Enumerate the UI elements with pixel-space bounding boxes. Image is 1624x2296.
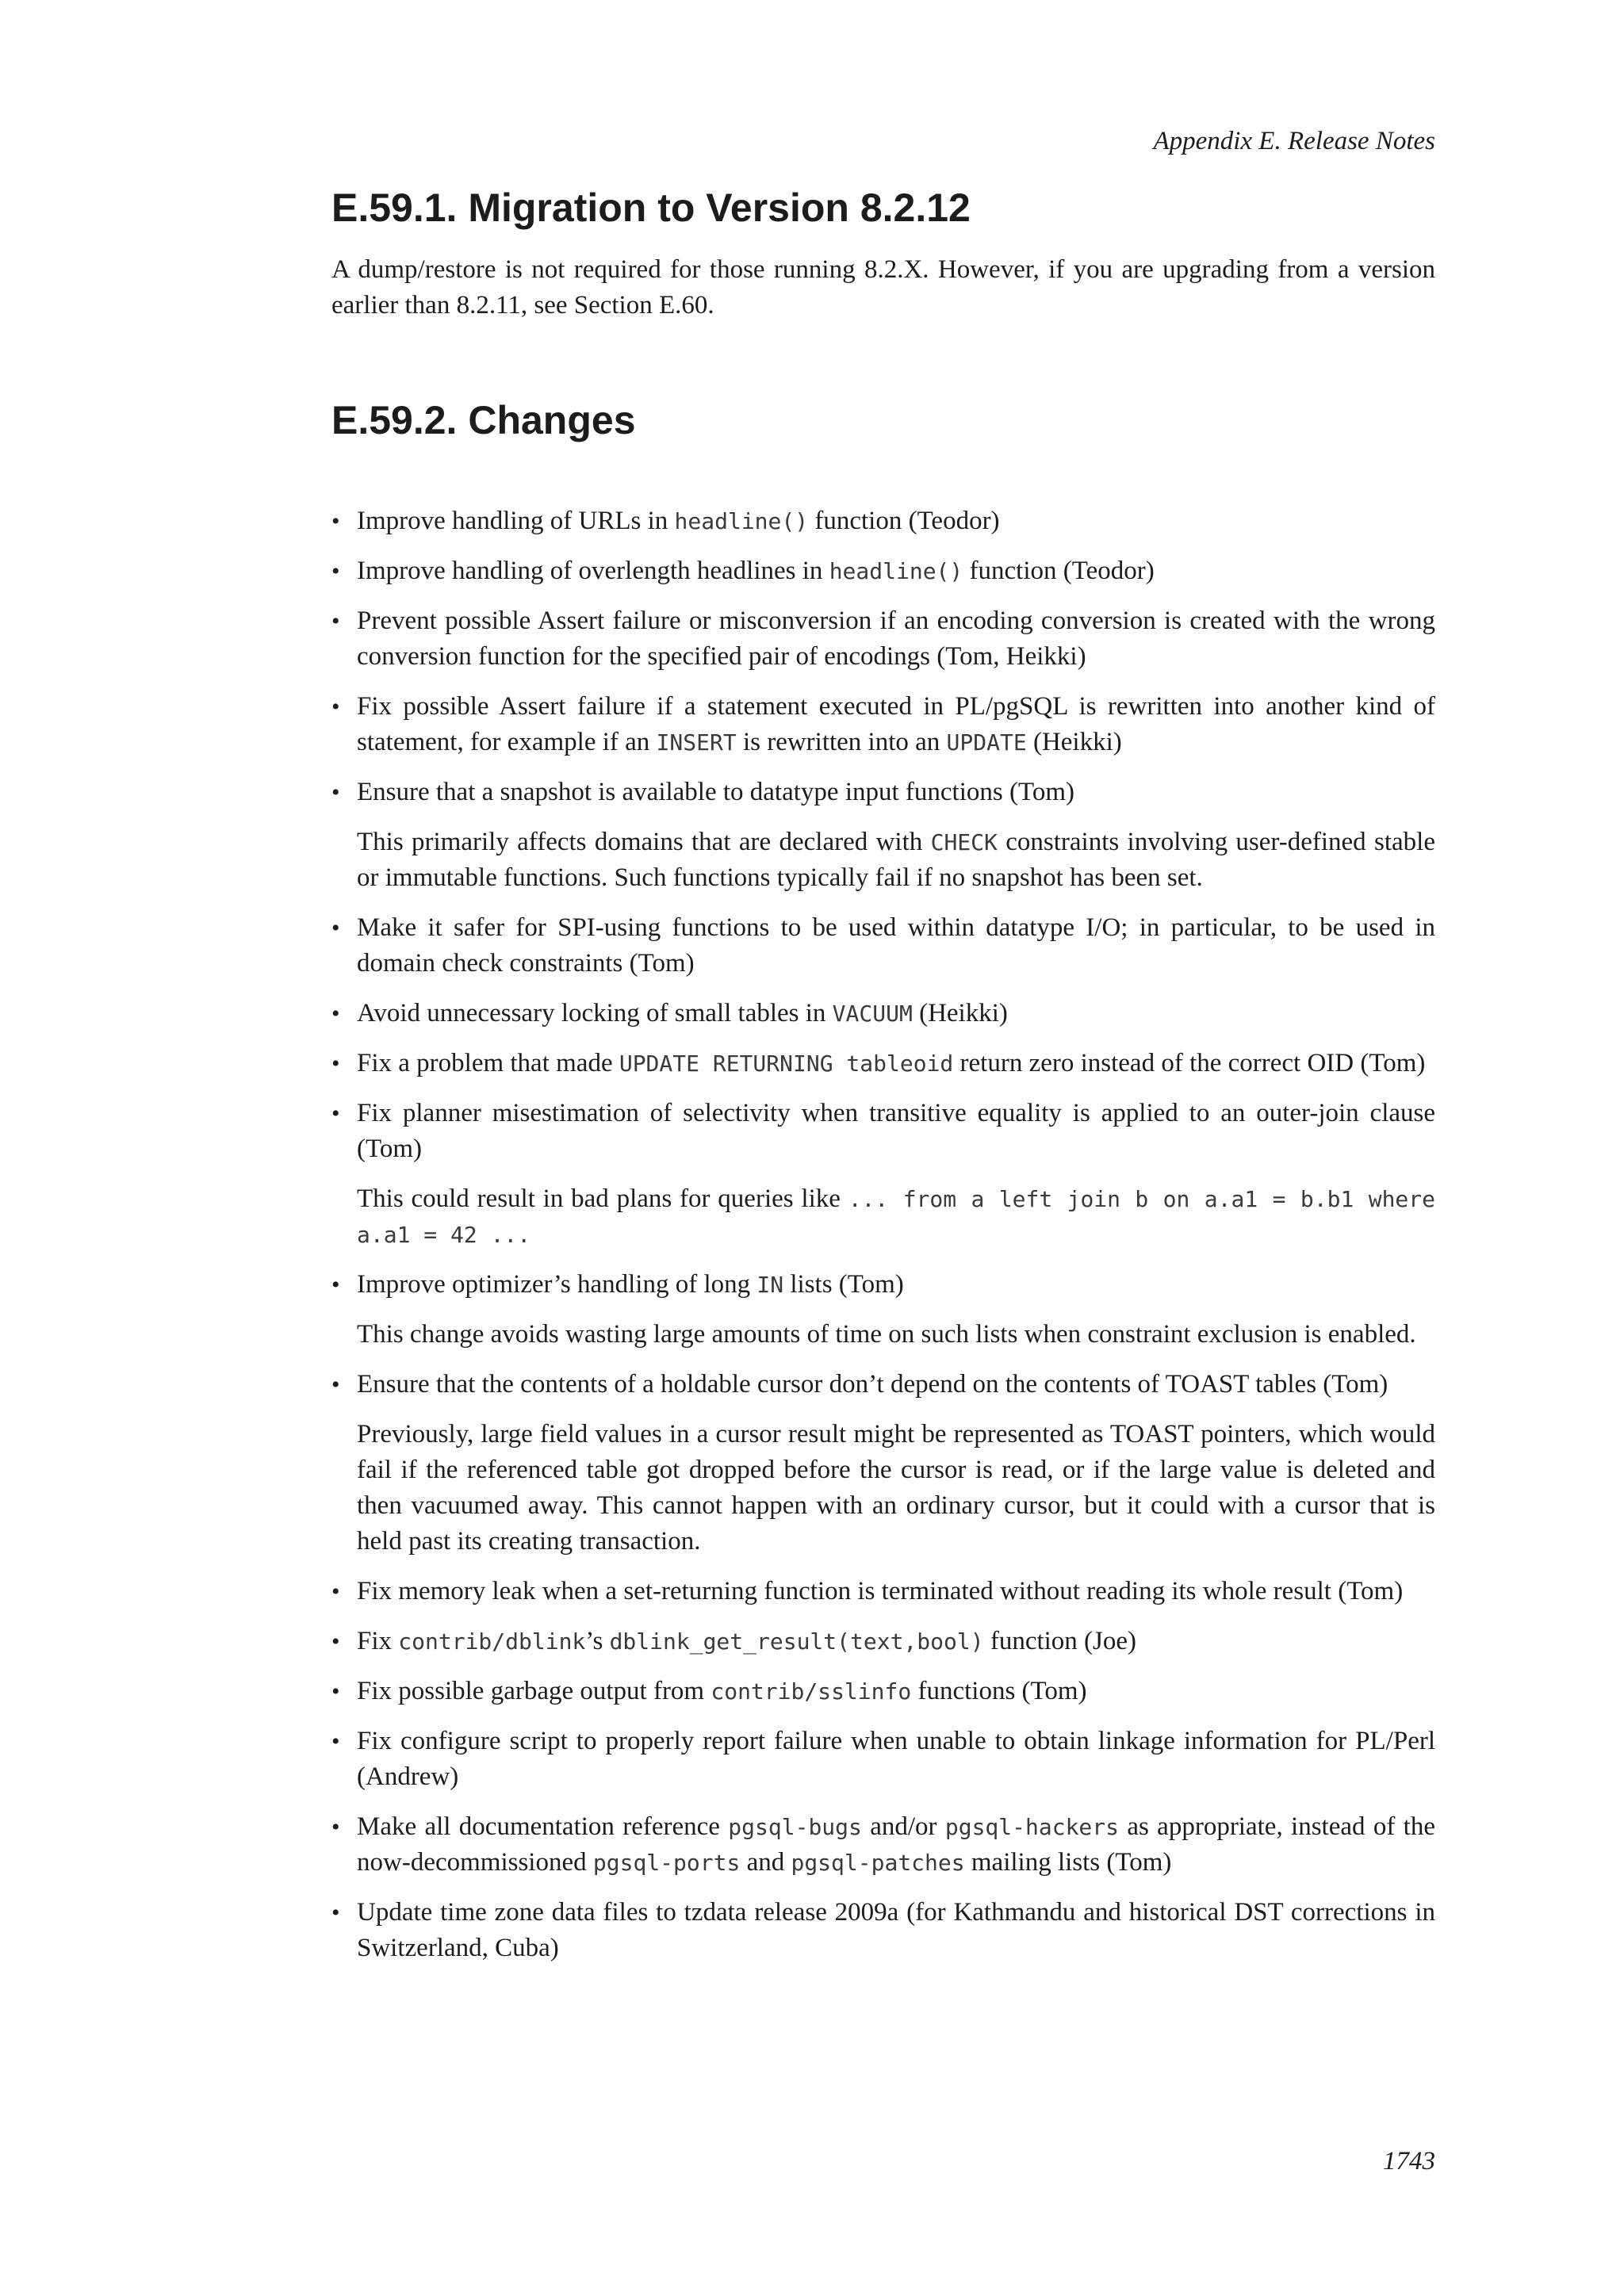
change-item <box>331 689 1435 760</box>
inline-code: INSERT <box>656 729 737 756</box>
bullet-icon: • <box>331 1578 340 1605</box>
text-run: Make it safer for SPI-using functions to be used within datatype I/O; in particular, to be used in domain check constraints (Tom) <box>357 913 1435 978</box>
bullet-icon: • <box>331 1628 340 1655</box>
bullet-icon: • <box>331 1372 340 1398</box>
running-header: Appendix E. Release Notes <box>1153 127 1435 155</box>
change-item <box>331 1367 1435 1559</box>
text-run: This primarily affects domains that are declared with <box>357 828 931 856</box>
text-run: Improve handling of overlength headlines in <box>357 557 829 585</box>
change-item <box>331 1267 1435 1353</box>
bullet-icon: • <box>331 1678 340 1705</box>
change-item <box>331 553 1435 589</box>
inline-code: pgsql-patches <box>791 1850 965 1876</box>
inline-code: CHECK <box>930 829 998 855</box>
change-text <box>357 1674 1435 1709</box>
change-item <box>331 1809 1435 1881</box>
change-item <box>331 1624 1435 1659</box>
text-run: and <box>740 1848 791 1877</box>
change-text <box>357 689 1435 760</box>
change-text <box>357 1367 1435 1402</box>
text-run: Fix possible garbage output from <box>357 1677 711 1705</box>
text-run: This could result in bad plans for queries like <box>357 1184 848 1213</box>
bullet-icon: • <box>331 508 340 534</box>
text-run: Prevent possible Assert failure or misconversion if an encoding conversion is created with the wrong conversion function for the specified pair of encodings (Tom, Heikki) <box>357 607 1435 671</box>
change-item <box>331 1724 1435 1795</box>
inline-code: dblink_get_result(text,bool) <box>609 1628 984 1655</box>
text-run: Fix memory leak when a set-returning function is terminated without reading its whole result (Tom) <box>357 1577 1404 1605</box>
text-run: Fix configure script to properly report failure when unable to obtain linkage information for PL/Perl (Andrew) <box>357 1727 1435 1791</box>
text-run: mailing lists (Tom) <box>964 1848 1172 1877</box>
change-text <box>357 996 1435 1031</box>
text-run: Fix planner misestimation of selectivity when transitive equality is applied to an outer-join clause (Tom) <box>357 1099 1435 1163</box>
bullet-icon: • <box>331 1900 340 1926</box>
inline-code: pgsql-ports <box>592 1850 741 1876</box>
change-item <box>331 603 1435 675</box>
inline-code: headline() <box>829 558 963 584</box>
text-run: function (Teodor) <box>808 507 1000 535</box>
text-run: function (Joe) <box>983 1627 1137 1655</box>
section-title-migration: E.59.1. Migration to Version 8.2.12 <box>331 186 971 230</box>
bullet-icon: • <box>331 1100 340 1127</box>
bullet-icon: • <box>331 915 340 941</box>
bullet-icon: • <box>331 1728 340 1755</box>
change-text <box>357 553 1435 589</box>
change-text <box>357 1724 1435 1795</box>
text-run: as appropriate, instead of the now-decommissioned <box>357 1812 1435 1877</box>
change-item <box>331 1096 1435 1253</box>
text-run: Previously, large field values in a cursor result might be represented as TOAST pointers, which would fail if the referenced table got dropped before the cursor is read, or if the large value is deleted and then vacuumed away. This cannot happen with an ordinary cursor, but it could with a cursor that is held past its creating transaction. <box>357 1420 1435 1556</box>
text-run: (Heikki) <box>1026 728 1122 756</box>
text-run: is rewritten into an <box>736 728 947 756</box>
change-item <box>331 910 1435 982</box>
inline-code: ... from a left join b on a.a1 = b.b1 where a.a1 = 42 ... <box>357 1186 1436 1248</box>
text-run: return zero instead of the correct OID (Tom) <box>953 1049 1426 1077</box>
text-run: function (Teodor) <box>963 557 1155 585</box>
change-detail <box>357 1417 1435 1559</box>
change-detail <box>357 1181 1435 1253</box>
text-run: Improve handling of URLs in <box>357 507 675 535</box>
change-text <box>357 503 1435 539</box>
change-detail <box>357 1317 1435 1353</box>
text-run: Fix a problem that made <box>357 1049 619 1077</box>
change-text <box>357 1809 1435 1881</box>
inline-code: pgsql-hackers <box>944 1814 1120 1840</box>
text-run: Fix possible Assert failure if a statement executed in PL/pgSQL is rewritten into another kind of statement, for example if an <box>357 692 1435 756</box>
bullet-icon: • <box>331 1814 340 1840</box>
page-number: 1743 <box>1383 2147 1435 2175</box>
inline-code: IN <box>756 1272 784 1298</box>
inline-code: VACUUM <box>832 1001 913 1027</box>
inline-code: pgsql-bugs <box>728 1814 862 1840</box>
bullet-icon: • <box>331 779 340 806</box>
bullet-icon: • <box>331 608 340 634</box>
change-item <box>331 1674 1435 1709</box>
text-run: functions (Tom) <box>911 1677 1087 1705</box>
change-text <box>357 775 1435 810</box>
bullet-icon: • <box>331 1050 340 1077</box>
text-run: Update time zone data files to tzdata release 2009a (for Kathmandu and historical DST corrections in Switzerland, Cuba) <box>357 1898 1435 1962</box>
text-run: Make all documentation reference <box>357 1812 729 1841</box>
change-item <box>331 775 1435 896</box>
change-text <box>357 603 1435 675</box>
changes-list <box>331 503 1435 1980</box>
section-title-changes: E.59.2. Changes <box>331 398 636 442</box>
change-item <box>331 996 1435 1031</box>
change-item <box>331 1895 1435 1966</box>
migration-paragraph: A dump/restore is not required for those running 8.2.X. However, if you are upgrading from a version earlier than 8.2.11, see Section E.60. <box>331 255 1435 320</box>
text-run: lists (Tom) <box>783 1270 904 1299</box>
change-text <box>357 1267 1435 1303</box>
inline-code: contrib/dblink <box>398 1628 586 1655</box>
bullet-icon: • <box>331 1001 340 1027</box>
text-run: Ensure that a snapshot is available to datatype input functions (Tom) <box>357 778 1074 806</box>
text-run: Improve optimizer’s handling of long <box>357 1270 757 1299</box>
change-item <box>331 1574 1435 1609</box>
bullet-icon: • <box>331 1272 340 1298</box>
bullet-icon: • <box>331 694 340 720</box>
change-item <box>331 1046 1435 1081</box>
text-run: and/or <box>861 1812 945 1841</box>
inline-code: UPDATE <box>946 729 1027 756</box>
text-run: constraints involving user-defined stable or immutable functions. Such functions typically fail if no snapshot has been set. <box>357 828 1435 892</box>
change-text <box>357 910 1435 982</box>
text-run: (Heikki) <box>912 999 1008 1027</box>
change-text <box>357 1046 1435 1081</box>
change-item <box>331 503 1435 539</box>
text-run: ’s <box>585 1627 610 1655</box>
text-run: Fix <box>357 1627 399 1655</box>
change-detail <box>357 825 1435 896</box>
text-run: This change avoids wasting large amounts of time on such lists when constraint exclusion is enabled. <box>357 1320 1416 1349</box>
inline-code: UPDATE RETURNING tableoid <box>619 1050 954 1077</box>
change-text <box>357 1574 1435 1609</box>
bullet-icon: • <box>331 558 340 584</box>
change-text <box>357 1895 1435 1966</box>
text-run: Avoid unnecessary locking of small tables in <box>357 999 833 1027</box>
change-text <box>357 1624 1435 1659</box>
inline-code: contrib/sslinfo <box>710 1678 912 1705</box>
change-text <box>357 1096 1435 1167</box>
inline-code: headline() <box>674 508 809 534</box>
text-run: Ensure that the contents of a holdable cursor don’t depend on the contents of TOAST tables (Tom) <box>357 1370 1388 1399</box>
